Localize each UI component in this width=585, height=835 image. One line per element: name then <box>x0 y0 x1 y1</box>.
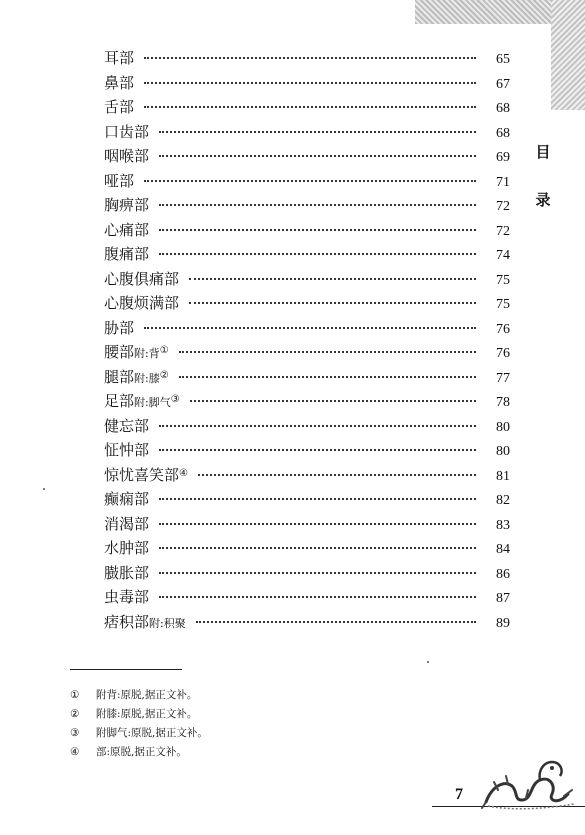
toc-entry-title <box>104 415 149 436</box>
toc-row <box>104 170 510 195</box>
footnote <box>70 685 370 704</box>
toc-page-number: 82 <box>496 493 510 508</box>
toc-page-number: 72 <box>496 223 510 239</box>
dot-leader <box>159 572 476 574</box>
toc-row <box>104 586 510 611</box>
toc-entry-title <box>104 562 149 583</box>
toc-entry-title <box>104 194 149 215</box>
toc-entry-text: 腹痛部 <box>104 245 150 263</box>
toc-page-number: 87 <box>496 591 510 606</box>
toc-page-number: 89 <box>496 615 510 631</box>
toc-entry-title <box>104 341 169 362</box>
toc-entry-title <box>104 513 149 534</box>
toc-entry-text: 胸痹部 <box>104 196 150 214</box>
dot-leader <box>179 351 476 353</box>
toc-entry-title <box>104 586 149 607</box>
toc-row <box>104 292 510 317</box>
toc-row <box>104 317 510 342</box>
footnote <box>70 704 370 723</box>
dot-leader <box>198 474 476 476</box>
toc-entry-title <box>104 439 149 460</box>
toc-row <box>104 464 510 489</box>
dot-leader <box>189 278 476 280</box>
dot-leader <box>159 229 476 231</box>
toc-entry-title <box>104 96 134 117</box>
side-section-label <box>533 128 553 224</box>
toc-entry-text: 足部 <box>104 392 135 410</box>
toc-page-number: 74 <box>496 248 510 263</box>
toc-entry-title <box>104 47 134 68</box>
toc-entry-title <box>104 145 149 166</box>
footnote-text: 附脚气:原脱,据正文补。 <box>96 727 208 739</box>
toc-entry-title <box>104 464 188 485</box>
toc-page-number: 80 <box>496 444 510 459</box>
toc-page-number: 72 <box>496 199 510 214</box>
dot-leader <box>144 106 476 108</box>
corner-decoration-vertical <box>551 0 585 110</box>
toc-entry-text: 耳部 <box>104 49 135 67</box>
toc-row <box>104 194 510 219</box>
page-number: 7 <box>455 786 463 803</box>
toc-entry-title <box>104 611 186 632</box>
toc-entry-text: 咽喉部 <box>104 147 150 165</box>
toc-page-number: 78 <box>496 395 510 410</box>
toc-page-number: 86 <box>496 566 510 582</box>
dot-leader <box>159 547 476 549</box>
table-of-contents <box>104 47 510 635</box>
toc-entry-title <box>104 537 149 558</box>
toc-row <box>104 341 510 366</box>
dragon-ornament-icon <box>478 750 580 812</box>
dot-leader <box>144 57 476 59</box>
toc-row <box>104 537 510 562</box>
toc-row <box>104 72 510 97</box>
toc-row <box>104 488 510 513</box>
toc-page-number: 76 <box>496 346 510 361</box>
toc-entry-note: 附:膝 <box>134 371 160 385</box>
dot-leader <box>179 376 476 378</box>
footnote-mark: ③ <box>170 394 180 405</box>
footnote-mark: ② <box>159 369 169 381</box>
toc-row <box>104 562 510 587</box>
dot-leader <box>159 425 476 427</box>
toc-entry-text: 惊忧喜笑部 <box>104 465 180 484</box>
toc-entry-title <box>104 292 179 313</box>
toc-page-number: 68 <box>496 125 510 141</box>
toc-entry-title <box>104 366 169 387</box>
toc-row <box>104 121 510 146</box>
toc-page-number: 76 <box>496 321 510 337</box>
toc-entry-title <box>104 170 134 191</box>
footnote-divider <box>70 669 182 670</box>
toc-entry-text: 消渴部 <box>104 514 150 533</box>
toc-row <box>104 47 510 72</box>
scan-speck <box>43 488 45 490</box>
dot-leader <box>159 596 476 598</box>
toc-row <box>104 243 510 268</box>
toc-page-number: 68 <box>496 101 510 116</box>
toc-entry-text: 鼻部 <box>104 73 135 92</box>
toc-page-number: 81 <box>496 468 510 484</box>
toc-row <box>104 366 510 391</box>
toc-page-number: 84 <box>496 542 510 557</box>
toc-page-number: 69 <box>496 150 510 165</box>
dot-leader <box>159 204 476 206</box>
toc-row <box>104 415 510 440</box>
dot-leader <box>190 400 476 402</box>
side-label-char: 录 <box>535 191 551 209</box>
toc-entry-text: 怔忡部 <box>104 441 150 459</box>
toc-page-number: 77 <box>496 370 510 386</box>
footnote-mark: ④ <box>70 745 80 758</box>
footnote-mark: ① <box>159 345 169 356</box>
dot-leader <box>144 327 476 329</box>
dot-leader <box>159 523 476 525</box>
toc-entry-text: 心腹俱痛部 <box>104 269 180 288</box>
toc-entry-title <box>104 268 179 289</box>
toc-row <box>104 268 510 293</box>
dot-leader <box>144 180 476 182</box>
toc-entry-text: 胁部 <box>104 318 135 337</box>
scan-speck <box>427 661 429 663</box>
dot-leader <box>159 131 476 133</box>
toc-entry-text: 心痛部 <box>104 220 150 239</box>
footnote-text: 附背:原脱,据正文补。 <box>96 689 198 701</box>
footnote-mark: ① <box>70 688 80 701</box>
toc-row <box>104 219 510 244</box>
toc-entry-title <box>104 488 149 509</box>
footnote-mark: ④ <box>179 467 188 479</box>
footnote <box>70 723 370 742</box>
dot-leader <box>159 253 476 255</box>
footnote <box>70 742 370 761</box>
toc-row <box>104 611 510 636</box>
toc-entry-title <box>104 72 134 93</box>
toc-row <box>104 96 510 121</box>
toc-entry-text: 口齿部 <box>104 122 150 141</box>
toc-row <box>104 390 510 415</box>
toc-entry-text: 舌部 <box>104 98 135 116</box>
toc-page-number: 71 <box>496 174 510 190</box>
footnote-mark: ② <box>70 707 80 720</box>
toc-entry-title <box>104 317 134 338</box>
toc-page-number: 75 <box>496 272 510 288</box>
footnote-mark: ③ <box>70 726 80 739</box>
dot-leader <box>159 155 476 157</box>
footnote-text: 部:原脱,据正文补。 <box>96 746 187 758</box>
footnotes <box>70 685 370 761</box>
toc-entry-title <box>104 243 149 264</box>
toc-entry-title <box>104 219 149 240</box>
toc-entry-text: 虫毒部 <box>104 588 150 606</box>
dot-leader <box>196 621 476 623</box>
dot-leader <box>144 82 476 84</box>
toc-page-number: 75 <box>496 297 510 312</box>
toc-entry-title <box>104 121 149 142</box>
toc-entry-note: 附:积聚 <box>149 616 186 630</box>
toc-entry-title <box>104 390 180 411</box>
footnote-text: 附膝:原脱,据正文补。 <box>96 708 198 720</box>
toc-page-number: 83 <box>496 517 510 533</box>
toc-entry-text: 哑部 <box>104 171 135 190</box>
side-label-char: 目 <box>535 143 551 161</box>
dot-leader <box>159 498 476 500</box>
toc-entry-text: 腰部 <box>104 343 135 361</box>
toc-entry-note: 附:脚气 <box>134 396 171 409</box>
toc-row <box>104 439 510 464</box>
toc-entry-text: 癫痫部 <box>104 490 150 508</box>
toc-page-number: 80 <box>496 419 510 435</box>
toc-row <box>104 513 510 538</box>
toc-page-number: 67 <box>496 76 510 92</box>
toc-entry-text: 痞积部 <box>104 612 150 631</box>
dot-leader <box>189 302 476 304</box>
toc-row <box>104 145 510 170</box>
toc-page-number: 65 <box>496 52 510 67</box>
toc-entry-note: 附:背 <box>134 347 160 360</box>
toc-entry-text: 心腹烦满部 <box>104 294 180 312</box>
toc-entry-text: 健忘部 <box>104 416 150 435</box>
toc-entry-text: 水肿部 <box>104 539 150 557</box>
toc-entry-text: 腿部 <box>104 367 135 386</box>
toc-entry-text: 臌胀部 <box>104 563 150 582</box>
dot-leader <box>159 449 476 451</box>
